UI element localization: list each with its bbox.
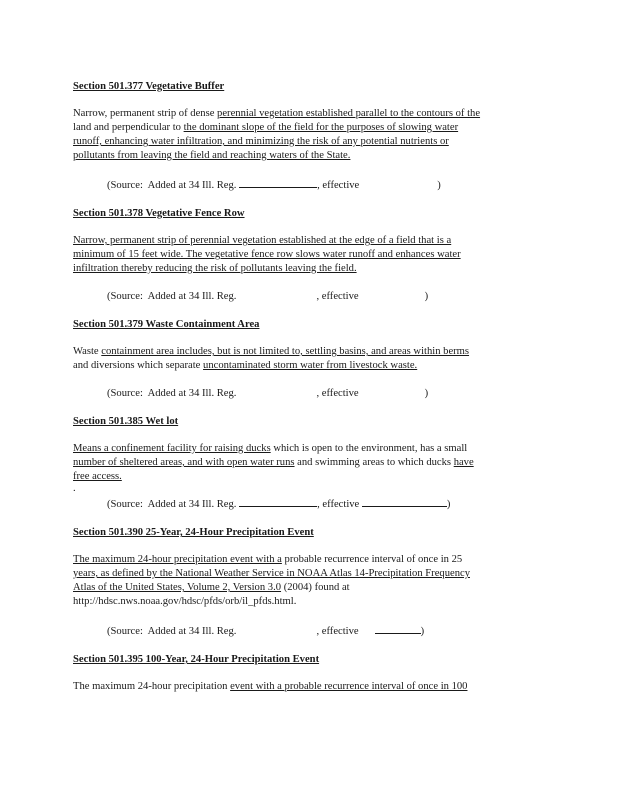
section-501-377 (73, 80, 545, 193)
section-heading: Section 501.385 Wet lot (73, 416, 179, 427)
section-heading: Section 501.390 25-Year, 24-Hour Precipitation Event (73, 527, 314, 538)
paragraph-line: Narrow, permanent strip of dense perennial vegetation established parallel to the contours of the (73, 108, 481, 119)
section-501-390 (73, 526, 545, 639)
paragraph-line: Narrow, permanent strip of perennial vegetation established at the edge of a field that is a (73, 235, 452, 246)
section-paragraph (73, 553, 545, 609)
section-paragraph (73, 107, 545, 163)
section-paragraph (73, 442, 545, 484)
paragraph-line: minimum of 15 feet wide. The vegetative fence row slows water runoff and enhances water (73, 249, 461, 260)
section-501-395 (73, 653, 545, 694)
source-note: (Source: Added at 34 Ill. Reg. , effective ) (107, 623, 545, 639)
blank-line (375, 623, 421, 634)
section-heading: Section 501.379 Waste Containment Area (73, 319, 260, 330)
source-note: (Source: Added at 34 Ill. Reg. , effective ) (107, 291, 429, 302)
source-note: (Source: Added at 34 Ill. Reg. , effective ) (107, 177, 545, 193)
paragraph-line: Atlas of the United States, Volume 2, Version 3.0 (2004) found at (73, 582, 350, 593)
paragraph-line: years, as defined by the National Weather Service in NOAA Atlas 14-Precipitation Frequency (73, 568, 470, 579)
source-note: (Source: Added at 34 Ill. Reg. , effective ) (107, 496, 545, 512)
paragraph-line: pollutants from leaving the field and reaching waters of the State. (73, 150, 351, 161)
section-heading: Section 501.377 Vegetative Buffer (73, 81, 225, 92)
blank-line (362, 496, 447, 507)
stray-period: . (73, 483, 76, 494)
paragraph-line: number of sheltered areas, and with open water runs and swimming areas to which ducks have (73, 457, 474, 468)
paragraph-line: The maximum 24-hour precipitation event with a probable recurrence interval of once in 100 (73, 681, 468, 692)
paragraph-line: runoff, enhancing water infiltration, and minimizing the risk of any potential nutrients or (73, 136, 449, 147)
section-501-379 (73, 318, 545, 401)
section-paragraph (73, 345, 545, 373)
section-paragraph (73, 680, 545, 694)
paragraph-line: and diversions which separate uncontaminated storm water from livestock waste. (73, 360, 418, 371)
paragraph-line: free access. (73, 471, 122, 482)
section-heading: Section 501.395 100-Year, 24-Hour Precipitation Event (73, 654, 320, 665)
source-note: (Source: Added at 34 Ill. Reg. , effective ) (107, 388, 429, 399)
section-paragraph (73, 234, 545, 276)
section-501-385 (73, 415, 545, 512)
blank-line (239, 177, 317, 188)
paragraph-line: The maximum 24-hour precipitation event with a probable recurrence interval of once in 25 (73, 554, 463, 565)
paragraph-line: Waste containment area includes, but is not limited to, settling basins, and areas within berms (73, 346, 470, 357)
paragraph-line: http://hdsc.nws.noaa.gov/hdsc/pfds/orb/il_pfds.html. (73, 596, 297, 607)
document-page (73, 80, 545, 694)
paragraph-line: infiltration thereby reducing the risk of pollutants leaving the field. (73, 263, 357, 274)
section-501-378 (73, 207, 545, 304)
paragraph-line: Means a confinement facility for raising ducks which is open to the environment, has a small (73, 443, 468, 454)
blank-line (239, 496, 317, 507)
section-heading: Section 501.378 Vegetative Fence Row (73, 208, 245, 219)
paragraph-line: land and perpendicular to the dominant slope of the field for the purposes of slowing water (73, 122, 459, 133)
